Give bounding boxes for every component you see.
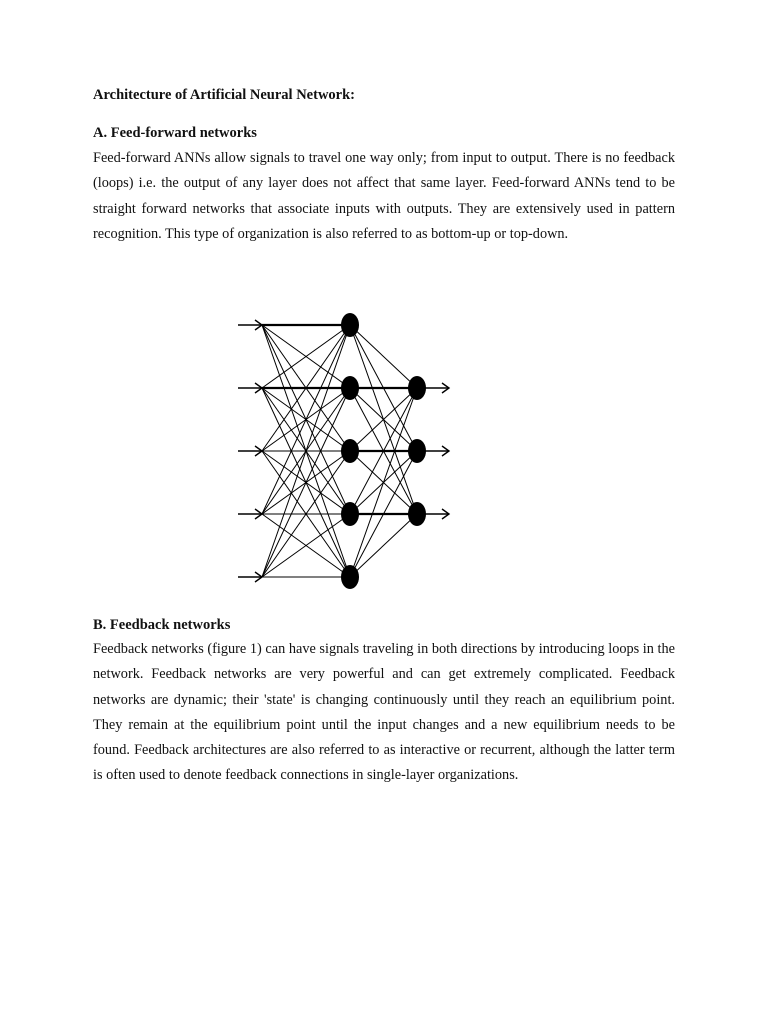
connection-hidden-output bbox=[350, 325, 417, 388]
output-node bbox=[408, 502, 426, 526]
connection-hidden-output bbox=[350, 514, 417, 577]
neural-network-diagram bbox=[230, 306, 460, 596]
hidden-node bbox=[341, 439, 359, 463]
section-a-paragraph: Feed-forward ANNs allow signals to travel one way only; from input to output. There is no feedback (loops) i.e. the output of any layer does not affect that same layer. Feed-forward ANNs tend to be straight forward networks that associate inputs with outputs. They are extensively used in pattern recognition. This type of organization is also referred to as bottom-up or top-down. bbox=[93, 150, 675, 242]
hidden-node bbox=[341, 502, 359, 526]
connection-hidden-output bbox=[350, 388, 417, 577]
hidden-node bbox=[341, 313, 359, 337]
output-node bbox=[408, 439, 426, 463]
output-node bbox=[408, 376, 426, 400]
feed-forward-network-figure bbox=[230, 306, 460, 596]
document-title: Architecture of Artificial Neural Network: bbox=[93, 87, 355, 103]
hidden-node bbox=[341, 565, 359, 589]
section-b-heading: B. Feedback networks bbox=[93, 617, 231, 633]
section-b-paragraph: Feedback networks (figure 1) can have signals traveling in both directions by introducing loops in the network. Feedback networks are very powerful and can get extremely complicated. Feedback networks are dynamic; their 'state' is changing continuously until they reach an equilibrium point. They remain at the equilibrium point until the input changes and a new equilibrium needs to be found. Feedback architectures are also referred to as interactive or recurrent, although the latter term is often used to denote feedback connections in single-layer organizations. bbox=[93, 641, 675, 784]
section-a-heading: A. Feed-forward networks bbox=[93, 125, 257, 141]
hidden-node bbox=[341, 376, 359, 400]
